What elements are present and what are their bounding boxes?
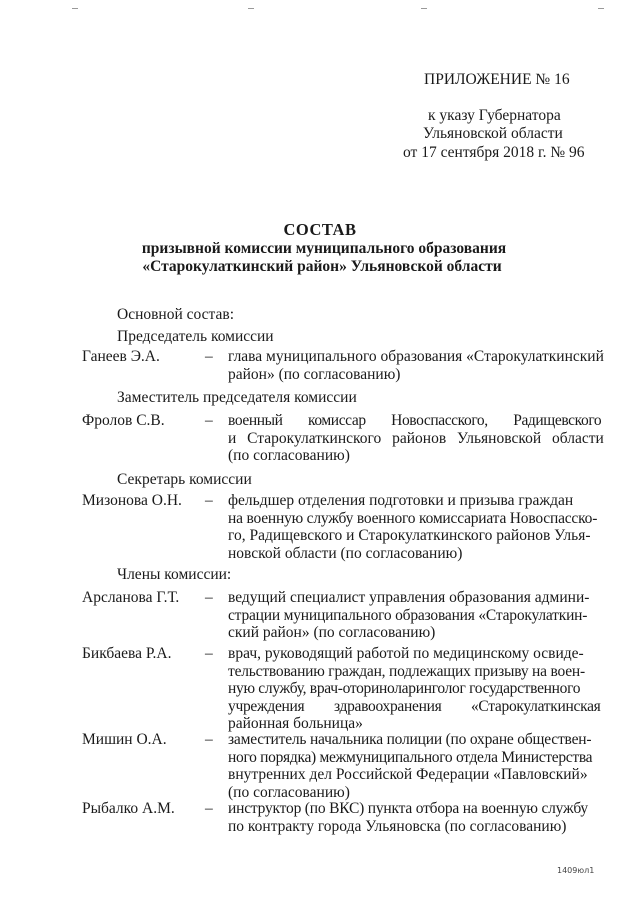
member-position [228,492,604,562]
member-name: Мишин О.А. [82,731,167,748]
appendix-number: ПРИЛОЖЕНИЕ № 16 [424,71,570,88]
position-line: тельствованию граждан, подлежащих призыву на воен- [228,662,585,680]
position-line: район» (по согласованию) [228,365,401,383]
dash: – [205,412,213,429]
decree-date: от 17 сентября 2018 г. № 96 [403,144,585,161]
position-line: новской области (по согласованию) [228,544,463,562]
position-line: и Старокулаткинского районов Ульяновской области [228,429,604,447]
position-line: ную службу, врач-оториноларинголог государственного [228,680,581,697]
scan-mark [72,8,78,9]
scan-mark [248,8,254,9]
position-line: страции муниципального образования «Старокулаткин- [228,606,588,624]
dash: – [205,589,213,606]
document-title: СОСТАВ [283,220,357,239]
position-line: (по согласованию) [228,447,350,464]
member-name: Рыбалко А.М. [82,800,175,817]
decree-line-1: к указу Губернатора [428,107,561,124]
member-position [228,731,604,801]
section-basic: Основной состав: [117,306,235,323]
member-name: Мизонова О.Н. [82,492,182,509]
position-line: глава муниципального образования «Старокулаткинский [228,348,604,365]
member-position [228,412,604,465]
member-name: Бикбаева Р.А. [82,645,172,662]
document-subtitle-1: призывной комиссии муниципального образования [141,240,507,257]
position-line: военный комиссар Новоспасского, Радищевского [228,412,602,429]
decree-line-2: Ульяновской области [423,125,563,142]
position-line: врач, руководящий работой по медицинскому освиде- [228,645,584,662]
position-line: на военную службу военного комиссариата Новоспасско- [228,509,598,527]
member-position [228,348,604,383]
position-line: инструктор (по ВКС) пункта отбора на военную службу [228,800,588,817]
document-subtitle-2: «Старокулаткинский район» Ульяновской области [142,258,502,275]
section-secretary: Секретарь комиссии [117,471,252,488]
member-position [228,589,604,642]
section-members: Члены комиссии: [117,566,232,583]
dash: – [205,800,213,817]
section-chair: Председатель комиссии [117,328,274,345]
position-line: по контракту города Ульяновска (по согласованию) [228,817,567,835]
position-line: го, Радищевского и Старокулаткинского районов Улья- [228,527,591,544]
dash: – [205,348,213,365]
scan-mark [598,8,604,9]
position-line: фельдшер отделения подготовки и призыва граждан [228,492,574,509]
member-position [228,800,604,835]
dash: – [205,492,213,509]
dash: – [205,645,213,662]
member-position [228,645,604,733]
position-line: ного порядка) межмуниципального отдела Министерства [228,748,593,766]
footer-code: 1409юл1 [557,866,595,875]
position-line: районная больница» [228,715,363,732]
member-name: Арсланова Г.Т. [82,589,180,606]
position-line: учреждения здравоохранения «Старокулаткинская [228,697,601,715]
member-name: Фролов С.В. [82,412,165,429]
dash: – [205,731,213,748]
section-deputy: Заместитель председателя комиссии [117,389,357,406]
scan-mark [421,8,427,9]
position-line: ведущий специалист управления образования админи- [228,589,590,606]
member-name: Ганеев Э.А. [82,348,160,365]
position-line: внутренних дел Российской Федерации «Павловский» [228,766,588,783]
position-line: (по согласованию) [228,783,350,801]
position-line: ский район» (по согласованию) [228,624,436,641]
position-line: заместитель начальника полиции (по охране обществен- [228,731,592,748]
